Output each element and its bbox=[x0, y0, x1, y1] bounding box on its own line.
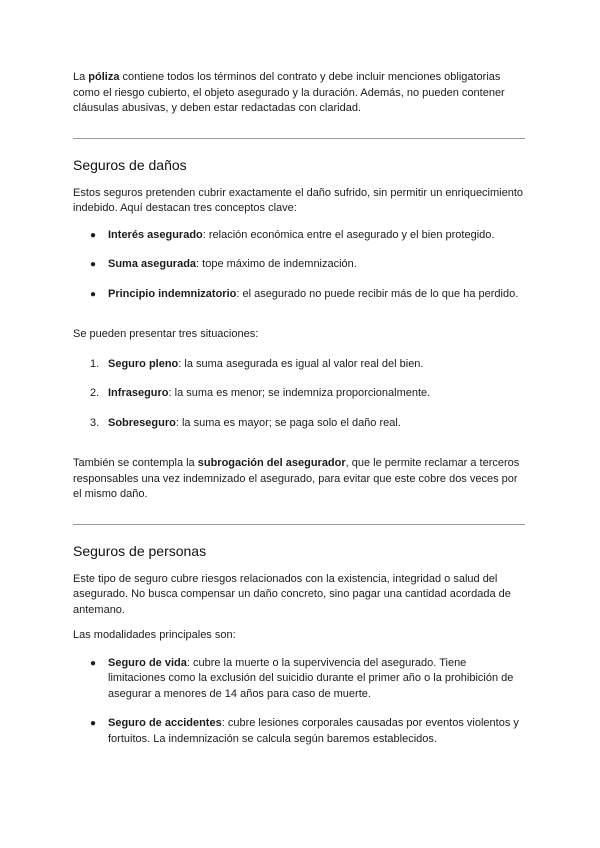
list-item bbox=[73, 287, 525, 303]
list-item-text: : cubre la muerte o la supervivencia del asegurado. Tiene limitaciones como la exclusión del suicidio durante el primer año o la prohibición de asegurar a menores de 14 años para caso de muerte. bbox=[108, 656, 514, 700]
list-item-term: Seguro de vida bbox=[108, 656, 187, 669]
list-item-text: : tope máximo de indemnización. bbox=[196, 258, 357, 270]
list-item bbox=[73, 656, 525, 703]
concepts-list bbox=[73, 228, 525, 303]
situations-lead-paragraph: Se pueden presentar tres situaciones: bbox=[73, 328, 259, 340]
list-item-number: 1. bbox=[90, 357, 100, 370]
list-item-term: Principio indemnizatorio bbox=[108, 287, 237, 300]
modalities-list bbox=[73, 656, 525, 748]
list-item-text: : cubre lesiones corporales causadas por eventos violentos y fortuitos. La indemnización se calcula según baremos establecidos. bbox=[108, 717, 519, 745]
list-item-term: Infraseguro bbox=[108, 387, 169, 399]
bullet-icon: ● bbox=[90, 718, 97, 729]
list-item-term: Sobreseguro bbox=[108, 416, 176, 429]
section-heading-personas: Seguros de personas bbox=[73, 542, 207, 559]
list-item-text: : la suma es menor; se indemniza proporcionalmente. bbox=[168, 387, 431, 399]
document-content bbox=[73, 0, 525, 747]
list-item-text: : la suma es mayor; se paga solo el daño real. bbox=[175, 416, 401, 429]
danos-lead-paragraph: Estos seguros pretenden cubrir exactamente el daño sufrido, sin permitir un enriquecimiento indebido. Aquí destacan tres conceptos clave: bbox=[73, 186, 524, 214]
intro-paragraph bbox=[73, 70, 525, 117]
modalities-lead-paragraph: Las modalidades principales son: bbox=[73, 629, 236, 641]
list-item bbox=[73, 228, 525, 244]
intro-text-post: contiene todos los términos del contrato y debe incluir menciones obligatorias como el riesgo cubierto, el objeto asegurado y la duración. Además, no pueden contener cláusulas abusivas, y deben estar redactadas con claridad. bbox=[73, 71, 505, 114]
list-item-term: Interés asegurado bbox=[108, 228, 203, 241]
list-item-number: 2. bbox=[90, 387, 100, 399]
bullet-icon: ● bbox=[90, 288, 97, 300]
list-item-term: Suma asegurada bbox=[108, 258, 197, 270]
list-item-term: Seguro pleno bbox=[108, 357, 179, 370]
subrogation-paragraph bbox=[73, 456, 525, 503]
subrogation-text-pre: También se contempla la bbox=[73, 457, 198, 469]
subrogation-bold-term: subrogación del asegurador bbox=[197, 457, 346, 469]
list-item-term: Seguro de accidentes bbox=[108, 717, 222, 729]
list-item-text: : la suma asegurada es igual al valor real del bien. bbox=[178, 357, 424, 370]
list-item bbox=[73, 357, 525, 373]
list-item-number: 3. bbox=[90, 416, 100, 429]
section-divider bbox=[73, 524, 525, 525]
list-item bbox=[73, 386, 525, 402]
subrogation-text-post: , que le permite reclamar a terceros responsables una vez indemnizado el asegurado, para evitar que este cobre dos veces por el mismo daño. bbox=[73, 457, 520, 500]
bullet-icon: ● bbox=[90, 259, 97, 270]
list-item bbox=[73, 416, 525, 432]
section-heading-danos: Seguros de daños bbox=[73, 156, 187, 173]
list-item bbox=[73, 716, 525, 747]
list-item bbox=[73, 257, 525, 273]
intro-text-pre: La bbox=[73, 71, 89, 83]
list-item-text: : relación económica entre el asegurado y el bien protegido. bbox=[202, 228, 495, 241]
bullet-icon: ● bbox=[90, 657, 97, 669]
personas-lead-paragraph: Este tipo de seguro cubre riesgos relacionados con la existencia, integridad o salud del asegurado. No busca compensar un daño concreto, sino pagar una cantidad acordada de antemano. bbox=[73, 572, 511, 616]
intro-bold-term: póliza bbox=[88, 71, 120, 83]
section-divider bbox=[73, 138, 525, 139]
list-item-text: : el asegurado no puede recibir más de lo que ha perdido. bbox=[236, 287, 519, 300]
situations-list bbox=[73, 357, 525, 432]
bullet-icon: ● bbox=[90, 229, 97, 241]
